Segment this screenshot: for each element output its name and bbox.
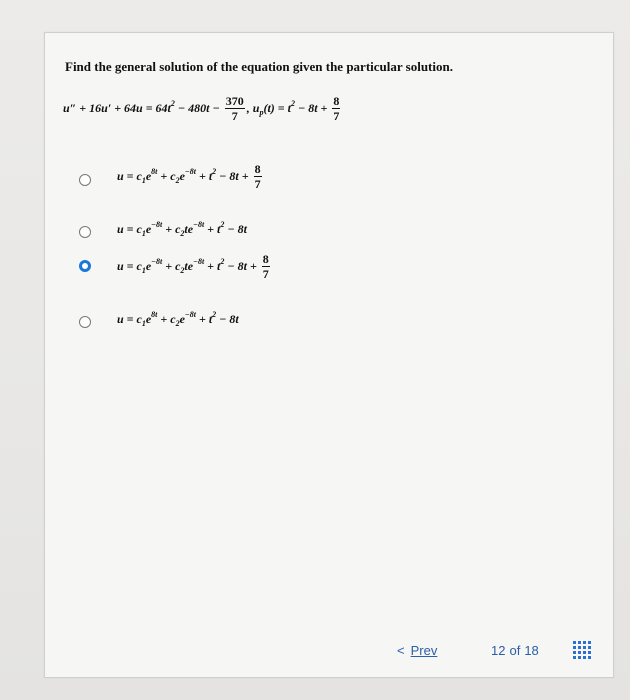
fraction-8-7: $\frac{8}{7}$ [333, 94, 340, 123]
option-1-formula: $u = c_1e^{8t} + c_2e^{-8t} + t^2 - 8t$ + $\frac{8}{7}$ [117, 162, 261, 191]
grid-menu-icon[interactable] [573, 641, 591, 659]
radio-button-option-4[interactable] [79, 316, 91, 328]
page-indicator [491, 643, 539, 658]
question-card [44, 32, 614, 678]
chevron-left-icon: < [397, 643, 405, 658]
fraction-370-7: $\frac{370}{7}$ [225, 94, 244, 123]
question-equation: $u'' + 16u' + 64u = 64t^2 - 480t$ − $\frac{370}{7}$ , $u_p(t) = t^2 - 8t$ + $\frac{8}{7}$ [63, 94, 340, 123]
radio-button-option-2[interactable] [79, 226, 91, 238]
of-label: of [509, 643, 521, 658]
option-4-formula: $u = c_1e^{8t} + c_2e^{-8t} + t^2 - 8t$ [117, 310, 239, 328]
prev-label: Prev [410, 643, 438, 658]
option-2-formula: $u = c_1e^{-8t} + c_2te^{-8t} + t^2 - 8t$ [117, 220, 247, 238]
question-prompt: Find the general solution of the equation given the particular solution. [65, 59, 453, 74]
option-3-formula: $u = c_1e^{-8t} + c_2te^{-8t} + t^2 - 8t$ + $\frac{8}{7}$ [117, 252, 269, 281]
radio-button-option-1[interactable] [79, 174, 91, 186]
prev-button[interactable] [397, 643, 437, 658]
total-pages: 18 [524, 643, 539, 658]
radio-button-option-3-selected[interactable] [79, 260, 91, 272]
current-page: 12 [491, 643, 506, 658]
navigation-footer [45, 637, 613, 673]
